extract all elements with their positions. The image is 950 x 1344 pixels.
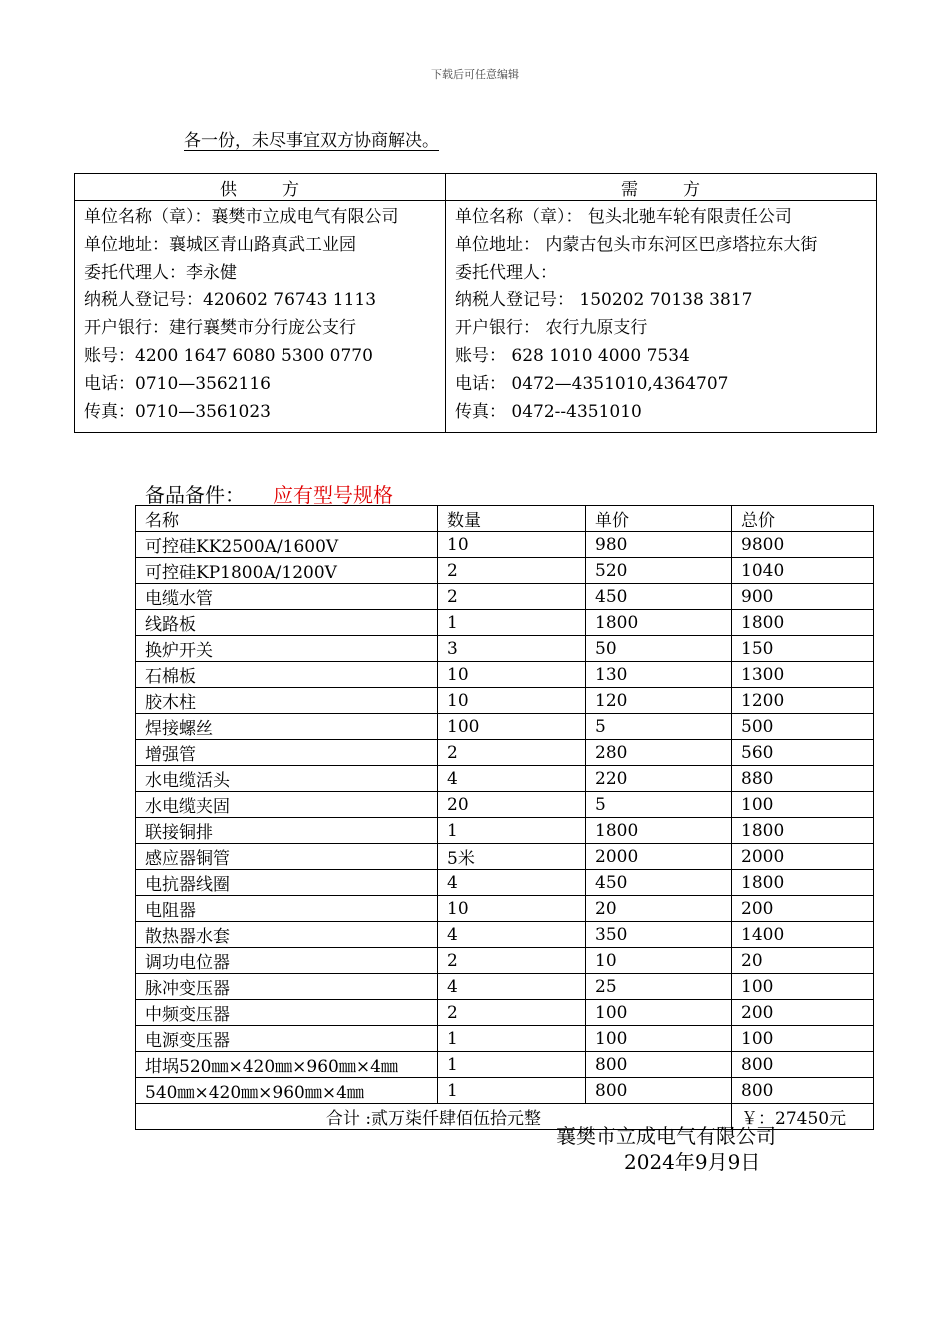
- signature-block: [556, 1123, 776, 1175]
- cell-unit-price: 25: [586, 974, 732, 1000]
- cell-quantity: 10: [438, 688, 586, 714]
- cell-unit-price: 520: [586, 558, 732, 584]
- cell-unit-price: 130: [586, 662, 732, 688]
- supplier-tax-id: 纳税人登记号：420602 76743 1113: [84, 290, 377, 311]
- cell-name: 线路板: [136, 610, 438, 636]
- cell-name: 可控硅KP1800A/1200V: [136, 558, 438, 584]
- cell-unit-price: 450: [586, 584, 732, 610]
- cell-name: 电缆水管: [136, 584, 438, 610]
- cell-name: 调功电位器: [136, 948, 438, 974]
- cell-quantity: 2: [438, 558, 586, 584]
- cell-unit-price: 1800: [586, 818, 732, 844]
- cell-quantity: 2: [438, 584, 586, 610]
- cell-name: 散热器水套: [136, 922, 438, 948]
- cell-quantity: 1: [438, 1078, 586, 1104]
- cell-total-price: 2000: [732, 844, 874, 870]
- buyer-tax-id: 纳税人登记号： 150202 70138 3817: [455, 290, 753, 311]
- cell-total-price: 20: [732, 948, 874, 974]
- cell-name: 水电缆夹固: [136, 792, 438, 818]
- cell-quantity: 2: [438, 948, 586, 974]
- table-row: [136, 1000, 874, 1026]
- table-row: [136, 948, 874, 974]
- column-header-total-price: 总价: [732, 506, 874, 532]
- cell-unit-price: 220: [586, 766, 732, 792]
- cell-total-price: 500: [732, 714, 874, 740]
- cell-unit-price: 100: [586, 1026, 732, 1052]
- table-row: [136, 792, 874, 818]
- column-header-name: 名称: [136, 506, 438, 532]
- table-row: [136, 1026, 874, 1052]
- table-row: [136, 1052, 874, 1078]
- cell-quantity: 10: [438, 662, 586, 688]
- supplier-fax: 传真：0710—3561023: [84, 401, 271, 422]
- cell-total-price: 1300: [732, 662, 874, 688]
- cell-unit-price: 450: [586, 870, 732, 896]
- spares-table: [135, 505, 874, 1130]
- cell-name: 水电缆活头: [136, 766, 438, 792]
- cell-quantity: 100: [438, 714, 586, 740]
- cell-name: 电源变压器: [136, 1026, 438, 1052]
- cell-total-price: 1800: [732, 870, 874, 896]
- table-row: [136, 818, 874, 844]
- table-row: [136, 584, 874, 610]
- table-row: [136, 740, 874, 766]
- cell-unit-price: 5: [586, 714, 732, 740]
- table-row: [136, 688, 874, 714]
- table-row: [136, 870, 874, 896]
- table-header-row: [136, 506, 874, 532]
- table-row: [136, 974, 874, 1000]
- cell-total-price: 100: [732, 974, 874, 1000]
- page-header-note: 下载后可任意编辑: [431, 68, 519, 81]
- cell-quantity: 2: [438, 740, 586, 766]
- supplier-bank: 开户银行：建行襄樊市分行庞公支行: [84, 318, 356, 339]
- cell-quantity: 10: [438, 532, 586, 558]
- supplier-info: [75, 201, 446, 433]
- cell-quantity: 1: [438, 1052, 586, 1078]
- cell-total-price: 880: [732, 766, 874, 792]
- cell-quantity: 10: [438, 896, 586, 922]
- cell-total-price: 100: [732, 792, 874, 818]
- cell-name: 联接铜排: [136, 818, 438, 844]
- column-header-unit-price: 单价: [586, 506, 732, 532]
- cell-unit-price: 100: [586, 1000, 732, 1026]
- table-row: [136, 636, 874, 662]
- table-row: [136, 610, 874, 636]
- cell-name: 增强管: [136, 740, 438, 766]
- buyer-bank: 开户银行： 农行九原支行: [455, 318, 648, 339]
- table-row: [136, 558, 874, 584]
- cell-name: 可控硅KK2500A/1600V: [136, 532, 438, 558]
- cell-total-price: 200: [732, 1000, 874, 1026]
- table-row: [136, 844, 874, 870]
- cell-unit-price: 20: [586, 896, 732, 922]
- cell-name: 胶木柱: [136, 688, 438, 714]
- cell-quantity: 1: [438, 610, 586, 636]
- cell-total-price: 1200: [732, 688, 874, 714]
- cell-name: 电阻器: [136, 896, 438, 922]
- cell-unit-price: 120: [586, 688, 732, 714]
- cell-quantity: 20: [438, 792, 586, 818]
- parties-table: [74, 173, 877, 433]
- cell-name: 中频变压器: [136, 1000, 438, 1026]
- cell-total-price: 800: [732, 1078, 874, 1104]
- spares-title: [145, 479, 393, 508]
- cell-unit-price: 10: [586, 948, 732, 974]
- total-amount: ￥：27450元: [732, 1104, 874, 1130]
- cell-name: 换炉开关: [136, 636, 438, 662]
- cell-name: 石棉板: [136, 662, 438, 688]
- buyer-info: [446, 201, 877, 433]
- cell-total-price: 200: [732, 896, 874, 922]
- cell-name: 电抗器线圈: [136, 870, 438, 896]
- supplier-company-name: 单位名称（章）：襄樊市立成电气有限公司: [84, 207, 399, 227]
- cell-unit-price: 980: [586, 532, 732, 558]
- cell-unit-price: 350: [586, 922, 732, 948]
- table-row: [136, 714, 874, 740]
- table-row: [136, 922, 874, 948]
- cell-total-price: 560: [732, 740, 874, 766]
- table-row: [136, 1078, 874, 1104]
- table-row: [136, 766, 874, 792]
- supplier-phone: 电话：0710—3562116: [84, 373, 271, 394]
- supplier-account: 账号：4200 1647 6080 5300 0770: [84, 345, 373, 366]
- cell-total-price: 1800: [732, 610, 874, 636]
- buyer-agent: 委托代理人：: [455, 262, 557, 283]
- cell-unit-price: 280: [586, 740, 732, 766]
- cell-quantity: 1: [438, 1026, 586, 1052]
- cell-name: 脉冲变压器: [136, 974, 438, 1000]
- cell-unit-price: 2000: [586, 844, 732, 870]
- table-row: [136, 896, 874, 922]
- buyer-phone: 电话： 0472—4351010,4364707: [455, 373, 729, 394]
- cell-quantity: 4: [438, 974, 586, 1000]
- cell-quantity: 5米: [438, 844, 586, 870]
- cell-total-price: 100: [732, 1026, 874, 1052]
- cell-quantity: 1: [438, 818, 586, 844]
- cell-name: 焊接螺丝: [136, 714, 438, 740]
- cell-quantity: 4: [438, 766, 586, 792]
- cell-name: 感应器铜管: [136, 844, 438, 870]
- cell-total-price: 900: [732, 584, 874, 610]
- cell-total-price: 1400: [732, 922, 874, 948]
- cell-total-price: 1040: [732, 558, 874, 584]
- cell-quantity: 2: [438, 1000, 586, 1026]
- supplier-address: 单位地址：襄城区青山路真武工业园: [84, 234, 356, 255]
- table-row: [136, 662, 874, 688]
- buyer-heading: 需 方: [446, 174, 877, 201]
- intro-text: 各一份，未尽事宜双方协商解决。: [184, 131, 439, 151]
- total-label: 合计 :贰万柒仟肆佰伍拾元整: [136, 1104, 732, 1130]
- cell-unit-price: 800: [586, 1052, 732, 1078]
- cell-unit-price: 1800: [586, 610, 732, 636]
- cell-unit-price: 5: [586, 792, 732, 818]
- supplier-heading: 供 方: [75, 174, 446, 201]
- cell-total-price: 9800: [732, 532, 874, 558]
- cell-unit-price: 50: [586, 636, 732, 662]
- spares-title-note: 应有型号规格: [273, 483, 393, 507]
- buyer-fax: 传真： 0472--4351010: [455, 401, 642, 422]
- cell-quantity: 4: [438, 922, 586, 948]
- signature-company: 襄樊市立成电气有限公司: [556, 1124, 776, 1148]
- table-row: [136, 532, 874, 558]
- cell-quantity: 3: [438, 636, 586, 662]
- cell-quantity: 4: [438, 870, 586, 896]
- cell-total-price: 800: [732, 1052, 874, 1078]
- buyer-address: 单位地址： 内蒙古包头市东河区巴彦塔拉东大街: [455, 234, 818, 255]
- supplier-agent: 委托代理人：李永健: [84, 262, 237, 283]
- buyer-company-name: 单位名称（章）： 包头北驰车轮有限责任公司: [455, 207, 792, 227]
- cell-unit-price: 800: [586, 1078, 732, 1104]
- cell-total-price: 1800: [732, 818, 874, 844]
- spares-title-label: 备品备件：: [145, 483, 245, 507]
- cell-name: 坩埚520㎜×420㎜×960㎜×4㎜: [136, 1052, 438, 1078]
- cell-name: 540㎜×420㎜×960㎜×4㎜: [136, 1078, 438, 1104]
- column-header-quantity: 数量: [438, 506, 586, 532]
- buyer-account: 账号： 628 1010 4000 7534: [455, 345, 690, 366]
- signature-date: 2024年9月9日: [624, 1150, 761, 1174]
- cell-total-price: 150: [732, 636, 874, 662]
